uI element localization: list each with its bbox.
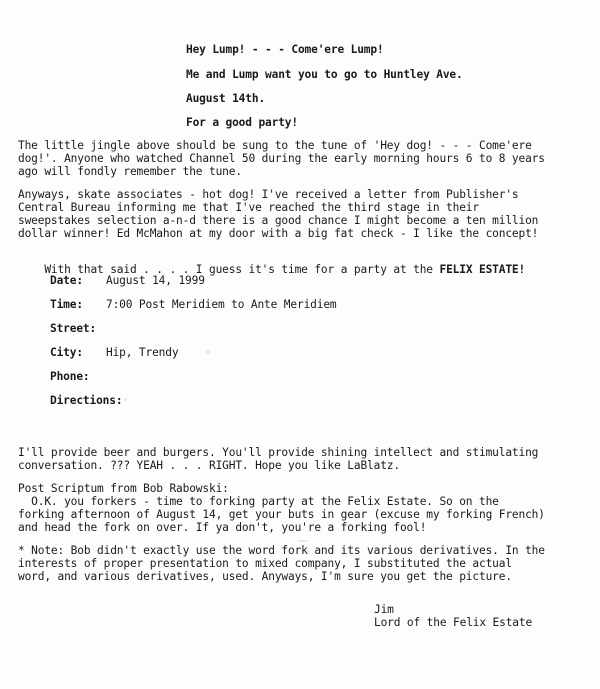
note-line-1: * Note: Bob didn't exactly use the word fork and its various derivatives. In the [18, 544, 545, 557]
directions-label: Directions: [50, 394, 123, 407]
para4-line-1: I'll provide beer and burgers. You'll provide shining intellect and stimulating [18, 446, 539, 459]
heading-line-2: Me and Lump want you to go to Huntley Ave. [186, 68, 463, 81]
para4-line-2: conversation. ??? YEAH . . . RIGHT. Hope you like LaBlatz. [18, 459, 400, 472]
date-label: Date: [50, 274, 83, 287]
party-announcement-text: With that said . . . . I guess it's time for a party at the [44, 263, 440, 276]
signature-title: Lord of the Felix Estate [374, 616, 533, 629]
ps-line-2: forking afternoon of August 14, get your buts in gear (excuse my forking French) [18, 508, 545, 521]
ps-title: Post Scriptum from Bob Rabowski: [18, 482, 229, 495]
date-value: August 14, 1999 [106, 274, 205, 287]
para2-line-2: Central Bureau informing me that I've reached the third stage in their [18, 201, 479, 214]
para1-line-3: ago will fondly remember the tune. [18, 165, 242, 178]
street-label: Street: [50, 322, 97, 335]
heading-line-1: Hey Lump! - - - Come'ere Lump! [186, 43, 384, 56]
para2-line-4: dollar winner! Ed McMahon at my door with a big fat check - I like the concept! [18, 227, 539, 240]
felix-estate-emphasis: FELIX ESTATE! [439, 263, 526, 276]
signature-name: Jim [374, 603, 394, 616]
para1-line-2: dog!'. Anyone who watched Channel 50 during the early morning hours 6 to 8 years [18, 152, 545, 165]
para1-line-1: The little jingle above should be sung to the tune of 'Hey dog! - - - Come'ere [18, 139, 532, 152]
note-line-3: word, and various derivatives, used. Anyways, I'm sure you get the picture. [18, 570, 512, 583]
scan-speck [298, 540, 308, 542]
time-label: Time: [50, 298, 83, 311]
city-value: Hip, Trendy [106, 346, 179, 359]
scan-speck [124, 398, 127, 401]
heading-line-4: For a good party! [186, 116, 298, 129]
time-value: 7:00 Post Meridiem to Ante Meridiem [106, 298, 337, 311]
para2-line-3: sweepstakes selection a-n-d there is a good chance I might become a ten million [18, 214, 539, 227]
phone-label: Phone: [50, 370, 90, 383]
ps-line-3: and head the fork on over. If ya don't, you're a forking fool! [18, 521, 427, 534]
party-announcement [18, 250, 525, 289]
heading-line-3: August 14th. [186, 92, 266, 105]
scan-speck [206, 350, 210, 354]
para2-line-1: Anyways, skate associates - hot dog! I've received a letter from Publisher's [18, 188, 519, 201]
note-line-2: interests of proper presentation to mixed company, I substituted the actual [18, 557, 512, 570]
city-label: City: [50, 346, 83, 359]
ps-line-1: O.K. you forkers - time to forking party at the Felix Estate. So on the [18, 495, 499, 508]
